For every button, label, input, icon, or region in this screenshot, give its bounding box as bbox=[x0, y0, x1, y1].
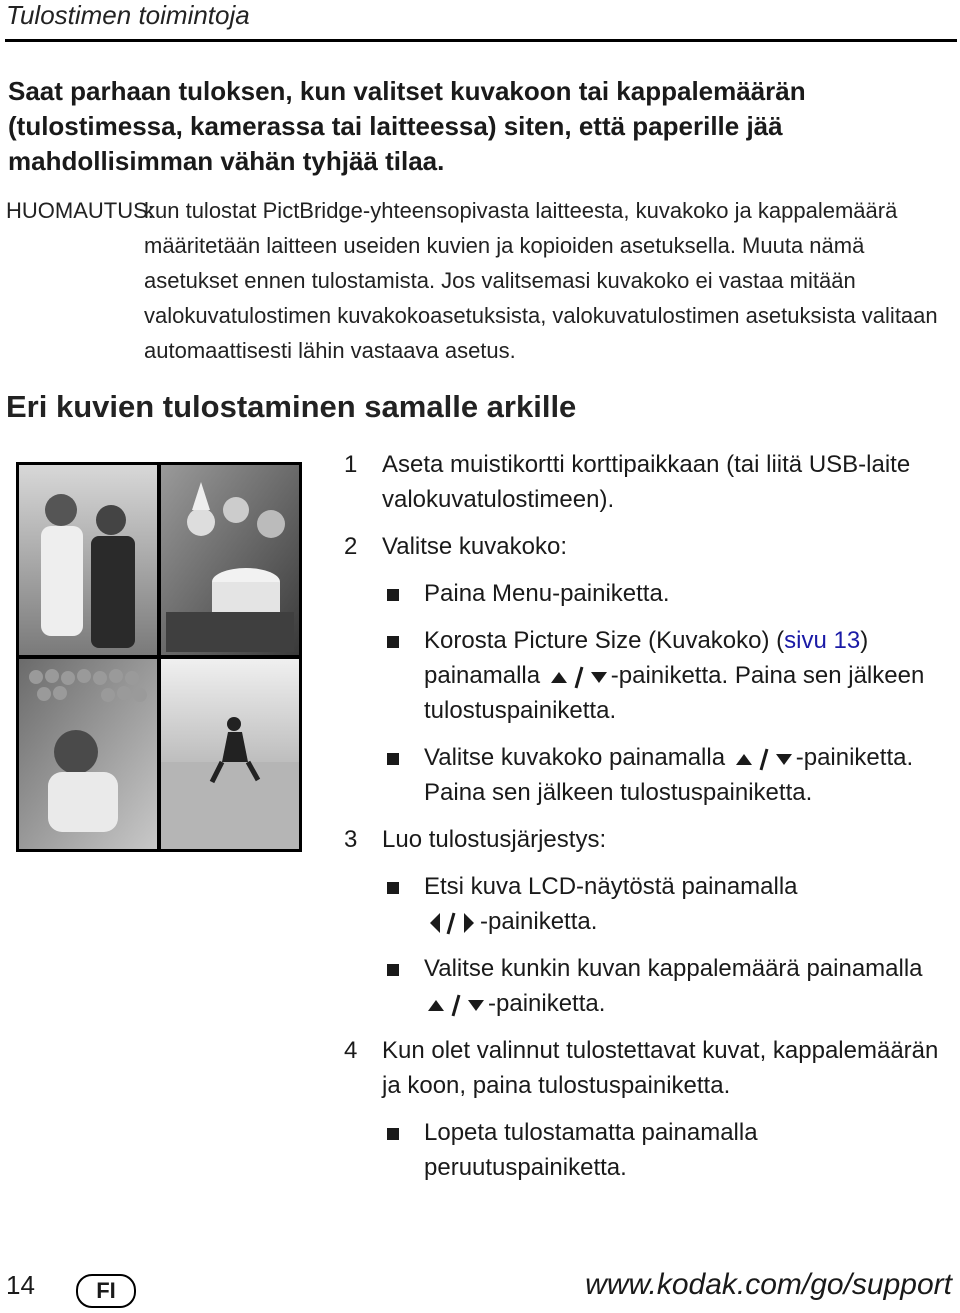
bullet-text: Valitse kunkin kuvan kappalemäärä painamalla bbox=[424, 955, 923, 982]
up-down-arrows-icon bbox=[424, 991, 488, 1019]
language-badge: FI bbox=[76, 1274, 136, 1308]
step-number: 2 bbox=[344, 533, 358, 560]
step-2 bbox=[344, 529, 956, 810]
up-down-arrows-icon bbox=[732, 745, 796, 773]
bullet-item bbox=[382, 1115, 956, 1185]
bullet-text: -painiketta. bbox=[480, 908, 598, 935]
bullet-text: Korosta Picture Size (Kuvakoko) ( bbox=[424, 627, 785, 654]
page-number: 14 bbox=[6, 1270, 35, 1300]
note-label: HUOMAUTUS: bbox=[6, 198, 154, 223]
bullet-square-icon bbox=[387, 882, 399, 894]
bullet-item bbox=[382, 740, 956, 810]
step-4 bbox=[344, 1033, 956, 1185]
bullet-text: ) painamalla bbox=[424, 627, 869, 689]
step-text: Kun olet valinnut tulostettavat kuvat, kappalemäärän ja koon, paina tulostuspainiketta. bbox=[382, 1037, 939, 1099]
bullet-item bbox=[382, 576, 956, 611]
step-number: 3 bbox=[344, 826, 358, 853]
bullet-text: Lopeta tulostamatta painamalla peruutuspainiketta. bbox=[424, 1119, 758, 1181]
bullet-item bbox=[382, 869, 956, 939]
step-text: Aseta muistikortti korttipaikkaan (tai liitä USB-laite valokuvatulostimeen). bbox=[382, 451, 911, 513]
header-rule bbox=[5, 39, 957, 42]
step-1 bbox=[344, 447, 956, 517]
step-number: 4 bbox=[344, 1037, 358, 1064]
bullet-item bbox=[382, 951, 956, 1021]
photo-collage-image bbox=[16, 462, 302, 852]
bullet-square-icon bbox=[387, 589, 399, 601]
bullet-square-icon bbox=[387, 1128, 399, 1140]
page-header: Tulostimen toimintoja bbox=[6, 0, 250, 30]
bullet-square-icon bbox=[387, 636, 399, 648]
photo-collage bbox=[16, 462, 302, 852]
support-url[interactable]: www.kodak.com/go/support bbox=[585, 1268, 952, 1301]
bullet-square-icon bbox=[387, 964, 399, 976]
steps-list bbox=[344, 447, 956, 1185]
section-title: Eri kuvien tulostaminen samalle arkille bbox=[6, 389, 577, 424]
note-block bbox=[6, 193, 951, 368]
note-text: kun tulostat PictBridge-yhteensopivasta laitteesta, kuvakoko ja kappalemäärä määritetään laitteen useiden kuvien ja kopioiden asetuksella. Muuta nämä asetukset ennen tulostamista. Jos valitsemasi kuvakoko ei vastaa mitään valokuvatulostimen kuvakokoasetuksista, valokuvatulostimen asetuksista valitaan automaattisesti lähin vastaava asetus. bbox=[144, 198, 938, 363]
page-link[interactable]: sivu 13 bbox=[784, 627, 861, 654]
left-right-arrows-icon bbox=[424, 909, 480, 937]
step-text: Luo tulostusjärjestys: bbox=[382, 826, 607, 853]
bullet-text: -painiketta. Paina sen jälkeen tulostuspainiketta. bbox=[424, 662, 925, 724]
bullet-square-icon bbox=[387, 753, 399, 765]
bullet-text: Paina Menu-painiketta. bbox=[424, 580, 670, 607]
bullet-item bbox=[382, 623, 956, 728]
bullet-text: Valitse kuvakoko painamalla bbox=[424, 744, 726, 771]
step-text: Valitse kuvakoko: bbox=[382, 533, 567, 560]
bullet-text: -painiketta. Paina sen jälkeen tulostuspainiketta. bbox=[424, 744, 914, 806]
up-down-arrows-icon bbox=[547, 663, 611, 691]
bullet-text: Etsi kuva LCD-näytöstä painamalla bbox=[424, 873, 798, 900]
intro-paragraph: Saat parhaan tuloksen, kun valitset kuvakoon tai kappalemäärän (tulostimessa, kamerassa tai laitteessa) siten, että paperille jää mahdollisimman vähän tyhjää tilaa. bbox=[8, 76, 806, 176]
step-3 bbox=[344, 822, 956, 1021]
step-number: 1 bbox=[344, 451, 358, 478]
bullet-text: -painiketta. bbox=[488, 990, 606, 1017]
